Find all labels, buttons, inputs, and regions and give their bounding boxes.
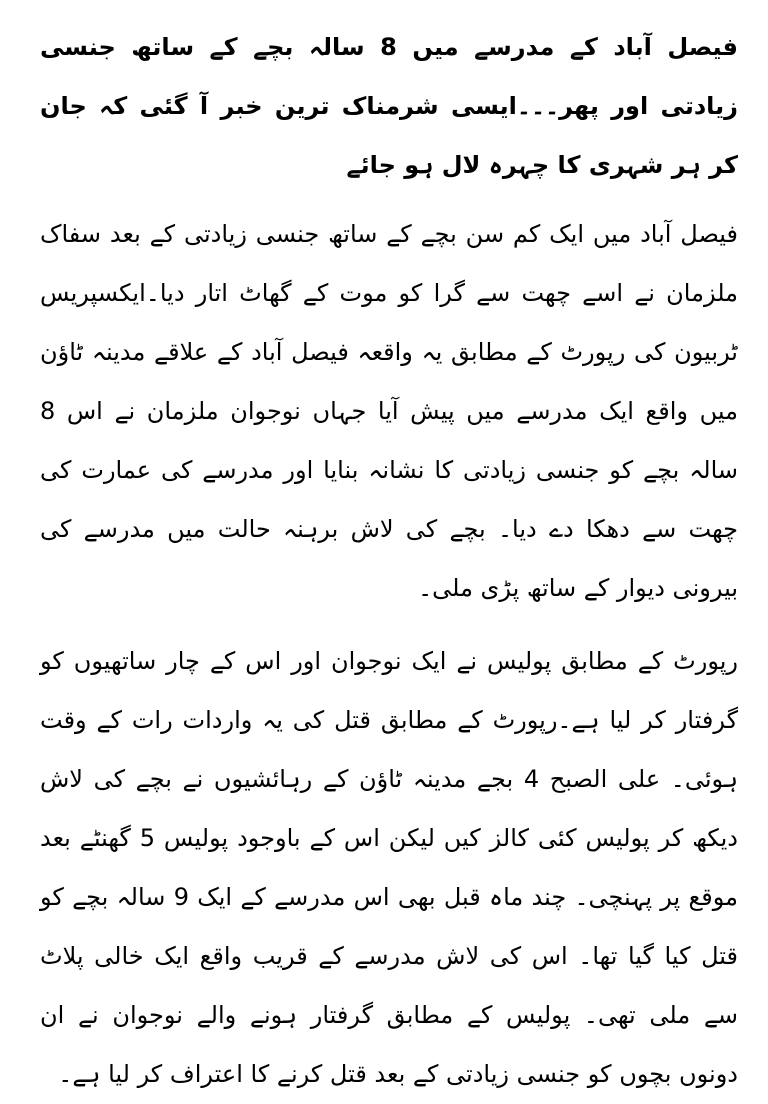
article-headline: فیصل آباد کے مدرسے میں 8 سالہ بچے کے ساتھ جنسی زیادتی اور پھر۔۔۔ایسی شرمناک ترین خبر آ گئی کہ جان کر ہر شہری کا چہرہ لال ہو جائے [40,33,738,179]
article-paragraph-1: فیصل آباد میں ایک کم سن بچے کے ساتھ جنسی زیادتی کے بعد سفاک ملزمان نے اسے چھت سے گرا کو موت کے گھاٹ اتار دیا۔ایکسپریس ٹربیون کی رپورٹ کے مطابق یہ واقعہ فیصل آباد کے علاقے مدینہ ٹاؤن میں واقع ایک مدرسے میں پیش آیا جہاں نوجوان ملزمان نے اس 8 سالہ بچے کو جنسی زیادتی کا نشانہ بنایا اور مدرسے کی عمارت کی چھت سے دھکا دے دیا۔ بچے کی لاش برہنہ حالت میں مدرسے کی بیرونی دیوار کے ساتھ پڑی ملی۔ [40,220,738,602]
article-paragraph-2: رپورٹ کے مطابق پولیس نے ایک نوجوان اور اس کے چار ساتھیوں کو گرفتار کر لیا ہے۔رپورٹ کے مطابق قتل کی یہ واردات رات کے وقت ہوئی۔ علی الصبح 4 بجے مدینہ ٹاؤن کے رہائشیوں نے بچے کی لاش دیکھ کر پولیس کئی کالز کیں لیکن اس کے باوجود پولیس 5 گھنٹے بعد موقع پر پہنچی۔ چند ماہ قبل بھی اس مدرسے کے ایک 9 سالہ بچے کو قتل کیا گیا تھا۔ اس کی لاش مدرسے کے قریب واقع ایک خالی پلاٹ سے ملی تھی۔ پولیس کے مطابق گرفتار ہونے والے نوجوان نے ان دونوں بچوں کو جنسی زیادتی کے بعد قتل کرنے کا اعتراف کر لیا ہے۔ [40,647,739,1088]
